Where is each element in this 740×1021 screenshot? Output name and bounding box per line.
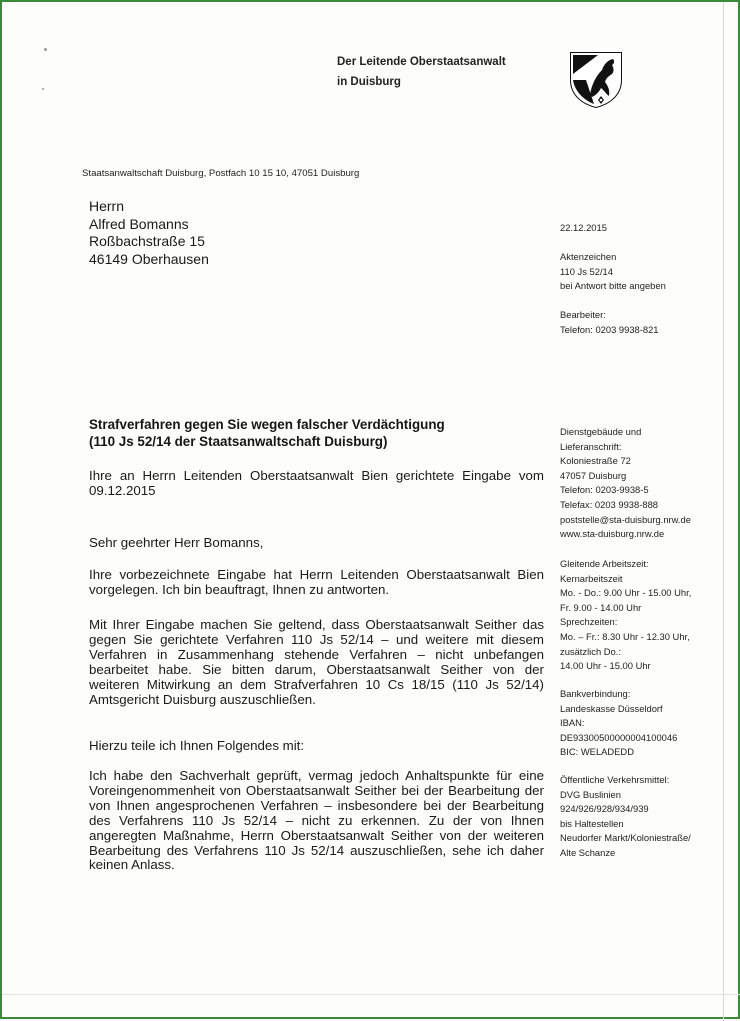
reference-note: bei Antwort bitte angeben bbox=[560, 280, 666, 292]
authority-line-1: Der Leitende Oberstaatsanwalt bbox=[337, 56, 506, 68]
scan-edge-bottom bbox=[2, 994, 740, 995]
email-address: poststelle@sta-duisburg.nrw.de bbox=[560, 513, 691, 525]
clerk-block bbox=[560, 308, 659, 337]
bank-line: Landeskasse Düsseldorf bbox=[560, 702, 663, 714]
bank-line: BIC: WELADEDD bbox=[560, 746, 634, 758]
hours-line: zusätzlich Do.: bbox=[560, 645, 621, 657]
address-line: Telefon: 0203-9938-5 bbox=[560, 484, 649, 496]
clerk-phone: Telefon: 0203 9938-821 bbox=[560, 323, 659, 335]
hours-line: Mo. - Do.: 9.00 Uhr - 15.00 Uhr, bbox=[560, 587, 692, 599]
letter-greeting: Sehr geehrter Herr Bomanns, bbox=[89, 535, 264, 550]
address-line: Telefax: 0203 9938-888 bbox=[560, 498, 658, 510]
letter-subject bbox=[89, 416, 445, 450]
clerk-label: Bearbeiter: bbox=[560, 309, 606, 320]
body-paragraph-4: Ich habe den Sachverhalt geprüft, vermag jedoch Anhaltspunkte für eine Voreingenommenheit von Oberstaatsanwalt Seither bei der Bearbeitung der von Ihnen angesprochenen Verfahren – insbesondere bei der Bearbeitung des Verfahrens 110 Js 52/14 – nicht zu erkennen. Zu der von Ihnen angeregten Maßnahme, Herrn Oberstaatsanwalt Seither von der weiteren Bearbeitung des Verfahrens 110 Js 52/14 auszuschließen, sehe ich daher keinen Anlass. bbox=[89, 768, 544, 873]
transit-line: DVG Buslinien bbox=[560, 788, 621, 800]
hours-line: 14.00 Uhr - 15.00 Uhr bbox=[560, 660, 651, 672]
transit-line: bis Haltestellen bbox=[560, 817, 624, 829]
letterhead-authority bbox=[337, 52, 506, 92]
scan-edge-right bbox=[723, 2, 724, 1021]
scan-speck bbox=[44, 48, 47, 51]
transit-line: Neudorfer Markt/Koloniestraße/ bbox=[560, 832, 691, 844]
address-line: 47057 Duisburg bbox=[560, 469, 627, 481]
hours-line: Fr. 9.00 - 14.00 Uhr bbox=[560, 601, 642, 613]
subject-line-1: Strafverfahren gegen Sie wegen falscher Verdächtigung bbox=[89, 417, 445, 432]
hours-line: Mo. – Fr.: 8.30 Uhr - 12.30 Uhr, bbox=[560, 630, 690, 642]
transit-line: 924/926/928/934/939 bbox=[560, 803, 649, 815]
return-address: Staatsanwaltschaft Duisburg, Postfach 10 15 10, 47051 Duisburg bbox=[82, 168, 360, 179]
transit-line: Alte Schanze bbox=[560, 846, 616, 858]
recipient-city: 46149 Oberhausen bbox=[89, 250, 209, 267]
recipient-address bbox=[89, 198, 209, 268]
reference-label: Aktenzeichen bbox=[560, 251, 617, 262]
recipient-salutation: Herrn bbox=[89, 198, 125, 214]
bank-line: IBAN: bbox=[560, 717, 585, 729]
scan-speck bbox=[42, 88, 44, 90]
hours-line: Kernarbeitszeit bbox=[560, 572, 623, 584]
body-paragraph-3: Hierzu teile ich Ihnen Folgendes mit: bbox=[89, 738, 305, 753]
public-transport-block bbox=[560, 773, 691, 861]
authority-line-2: in Duisburg bbox=[337, 76, 401, 88]
address-line: Koloniestraße 72 bbox=[560, 455, 631, 467]
office-address-block bbox=[560, 425, 691, 542]
transit-line: Öffentliche Verkehrsmittel: bbox=[560, 774, 670, 785]
nrw-coat-of-arms-icon bbox=[568, 50, 624, 108]
hours-line: Sprechzeiten: bbox=[560, 616, 618, 628]
reference-paragraph: Ihre an Herrn Leitenden Oberstaatsanwalt Bien gerichtete Eingabe vom 09.12.2015 bbox=[89, 468, 544, 498]
recipient-street: Roßbachstraße 15 bbox=[89, 233, 205, 250]
website-address: www.sta-duisburg.nrw.de bbox=[560, 528, 665, 540]
reference-number: 110 Js 52/14 bbox=[560, 265, 613, 277]
bank-line: DE93300500000004100046 bbox=[560, 731, 678, 743]
letter-date: 22.12.2015 bbox=[560, 222, 607, 233]
bank-line: Bankverbindung: bbox=[560, 688, 631, 699]
subject-line-2: (110 Js 52/14 der Staatsanwaltschaft Duisburg) bbox=[89, 434, 388, 449]
body-paragraph-2: Mit Ihrer Eingabe machen Sie geltend, dass Oberstaatsanwalt Seither das gegen Sie gerichtete Verfahren 110 Js 52/14 – und weitere mit diesem Verfahren in Zusammenhang stehende Verfahren – nicht unbefangen bearbeitet habe. Sie bitten darum, Oberstaatsanwalt Seither von der weiteren Mitwirkung an dem Strafverfahren 10 Cs 18/15 (110 Js 52/14) Amtsgericht Duisburg auszuschließen. bbox=[89, 617, 544, 707]
body-paragraph-1: Ihre vorbezeichnete Eingabe hat Herrn Leitenden Oberstaatsanwalt Bien vorgelegen. Ich bin beauftragt, Ihnen zu antworten. bbox=[89, 567, 544, 597]
address-line: Lieferanschrift: bbox=[560, 440, 622, 452]
hours-line: Gleitende Arbeitszeit: bbox=[560, 558, 649, 569]
reference-block bbox=[560, 250, 666, 294]
office-hours-block bbox=[560, 557, 691, 674]
bank-details-block bbox=[560, 687, 677, 760]
recipient-name: Alfred Bomanns bbox=[89, 215, 189, 232]
address-line: Dienstgebäude und bbox=[560, 426, 642, 437]
